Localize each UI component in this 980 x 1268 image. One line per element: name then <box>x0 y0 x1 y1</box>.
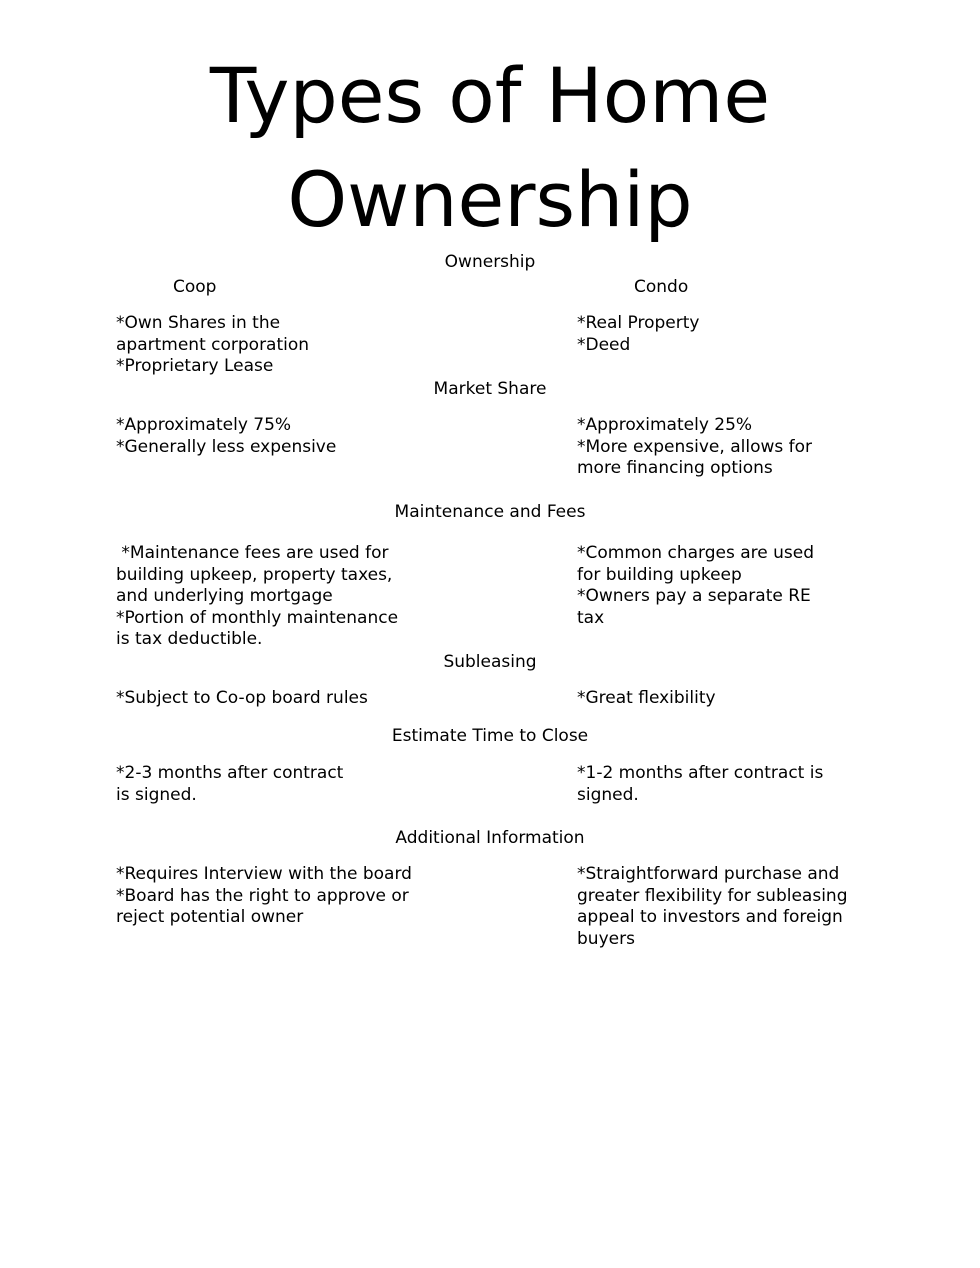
text-line: is signed. <box>116 784 197 805</box>
text-line: *Requires Interview with the board <box>116 864 412 884</box>
title-line-1: Types of Home <box>209 51 771 140</box>
time-to-close-condo-text <box>577 763 877 806</box>
page-title <box>0 44 980 252</box>
text-line: more financing options <box>577 458 773 479</box>
text-line: *More expensive, allows for <box>577 436 813 457</box>
additional-info-coop-text <box>116 864 446 929</box>
text-line: *1-2 months after contract is <box>577 763 824 783</box>
text-line: *2-3 months after contract <box>116 763 344 783</box>
ownership-condo-text <box>577 313 877 356</box>
section-heading-time-to-close: Estimate Time to Close <box>391 726 589 746</box>
text-line: *Great flexibility <box>577 688 716 708</box>
subleasing-coop-text <box>116 688 446 710</box>
section-heading-additional-info: Additional Information <box>395 828 585 848</box>
text-line: *Real Property <box>577 313 700 333</box>
text-line: *Maintenance fees are used for <box>116 543 389 563</box>
market-share-condo-text <box>577 415 877 480</box>
text-line: apartment corporation <box>116 334 310 355</box>
text-line: *Generally less expensive <box>116 436 337 457</box>
text-line: *Proprietary Lease <box>116 356 274 377</box>
text-line: *Approximately 25% <box>577 415 753 435</box>
title-line-2: Ownership <box>287 155 693 244</box>
text-line: buyers <box>577 928 635 949</box>
text-line: reject potential owner <box>116 907 304 928</box>
text-line: *Deed <box>577 334 631 355</box>
time-to-close-coop-text <box>116 763 446 806</box>
text-line: *Portion of monthly maintenance <box>116 607 399 628</box>
text-line: and underlying mortgage <box>116 586 333 607</box>
text-line: *Straightforward purchase and <box>577 864 840 884</box>
market-share-coop-text <box>116 415 446 458</box>
maintenance-coop-text <box>116 543 446 651</box>
text-line: *Approximately 75% <box>116 415 292 435</box>
subleasing-condo-text <box>577 688 877 710</box>
text-line: *Board has the right to approve or <box>116 885 409 906</box>
section-heading-ownership: Ownership <box>444 252 536 272</box>
text-line: *Owners pay a separate RE <box>577 586 811 607</box>
text-line: building upkeep, property taxes, <box>116 564 393 585</box>
text-line: *Own Shares in the <box>116 313 281 333</box>
section-heading-market-share: Market Share <box>433 379 547 399</box>
text-line: appeal to investors and foreign <box>577 907 843 928</box>
maintenance-condo-text <box>577 543 877 629</box>
text-line: tax <box>577 607 605 628</box>
column-label-condo: Condo <box>634 277 689 297</box>
text-line: for building upkeep <box>577 564 742 585</box>
additional-info-condo-text <box>577 864 877 950</box>
column-label-coop: Coop <box>173 277 217 297</box>
text-line: *Common charges are used <box>577 543 814 563</box>
text-line: greater flexibility for subleasing <box>577 885 848 906</box>
section-heading-maintenance-fees: Maintenance and Fees <box>394 502 586 522</box>
text-line: signed. <box>577 784 639 805</box>
section-heading-subleasing: Subleasing <box>443 652 537 672</box>
text-line: is tax deductible. <box>116 629 263 650</box>
text-line: *Subject to Co-op board rules <box>116 688 368 708</box>
ownership-coop-text <box>116 313 446 378</box>
